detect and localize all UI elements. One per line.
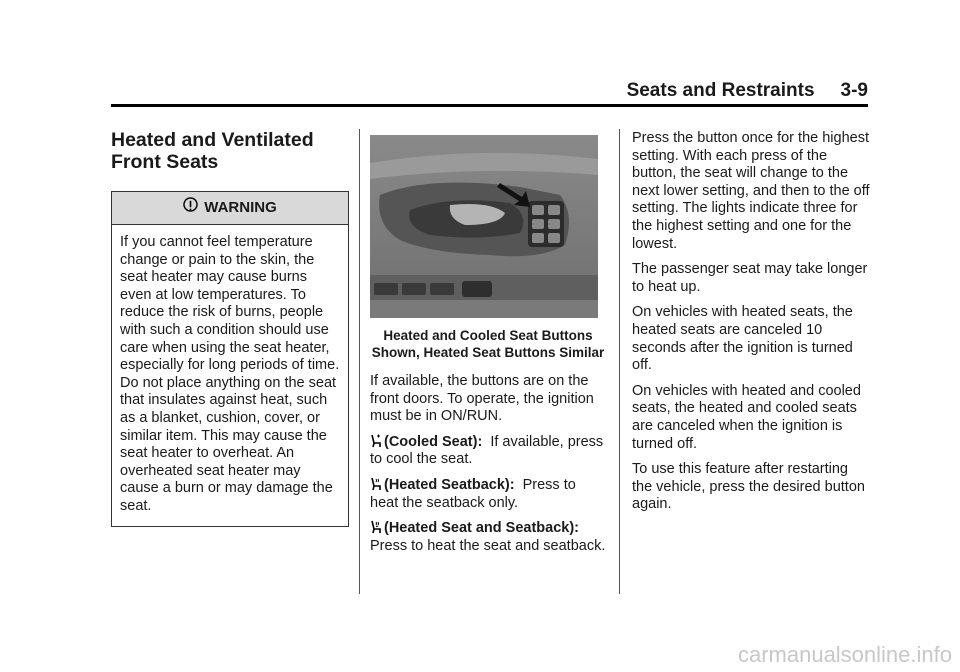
paragraph: On vehicles with heated seats, the heated seats are canceled 10 seconds after the ignition is turned off. (632, 304, 853, 374)
header-page-number: 3-9 (840, 80, 868, 101)
page-header (560, 80, 868, 102)
door-panel-photo (370, 135, 598, 318)
warning-text: If you cannot feel temperature change or pain to the skin, the seat heater may cause burns even at low temperatures. To reduce the risk of burns, people with such a condition should use care when using the seat heater, especially for long periods of time. Do not place anything on the seat that insulates against heat, such as a blanket, cushion, cover, or similar item. This may cause the seat heater to overheat. An overheated seat heater may cause a burn or may damage the seat. (120, 234, 340, 514)
paragraph: On vehicles with heated and cooled seats, the heated and cooled seats are canceled when the ignition is turned off. (632, 382, 861, 452)
heated-seatback-icon (370, 477, 382, 491)
paragraph: Press the button once for the highest setting. With each press of the button, the seat will change to the next lower setting, and then to the off setting. The lights indicate three for the highest setting and one for the lowest. (632, 130, 870, 252)
paragraph: The passenger seat may take longer to heat up. (632, 261, 868, 295)
column-3 (632, 130, 872, 522)
header-rule (111, 104, 868, 107)
intro-paragraph: If available, the buttons are on the front doors. To operate, the ignition must be in ON/RUN. (370, 373, 594, 425)
warning-box (111, 191, 349, 527)
warning-header (112, 192, 348, 225)
watermark: carmanualsonline.info (737, 642, 952, 667)
heated-seat-seatback-icon (370, 520, 382, 534)
column-divider-1 (359, 129, 360, 594)
header-section-title: Seats and Restraints (626, 80, 815, 101)
column-divider-2 (619, 129, 620, 594)
photo-caption: Heated and Cooled Seat Buttons Shown, Heated Seat Buttons Similar (371, 328, 605, 360)
section-title: Heated and Ventilated Front Seats (111, 129, 314, 173)
warning-icon (183, 197, 198, 219)
cooled-seat-icon (370, 434, 382, 448)
warning-label: WARNING (204, 199, 277, 217)
cooled-seat-item: (Cooled Seat): If available, press to cool the seat. (370, 433, 604, 468)
heated-seat-seatback-item: (Heated Seat and Seatback): Press to heat the seat and seatback. (370, 520, 606, 554)
column-1 (111, 129, 349, 527)
column-2 (370, 135, 606, 563)
paragraph: To use this feature after restarting the vehicle, press the desired button again. (632, 461, 865, 513)
heated-seatback-item: (Heated Seatback): Press to heat the seatback only. (370, 476, 576, 511)
